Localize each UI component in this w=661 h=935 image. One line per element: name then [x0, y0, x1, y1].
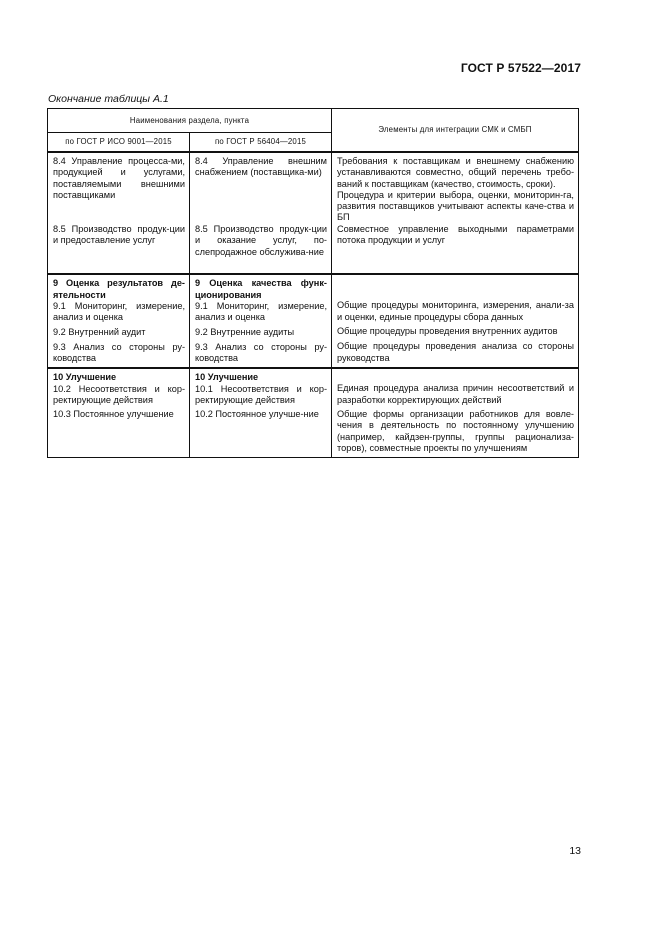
text-item: 8.4 Управление внешним снабжением (поставщика-ми)	[195, 156, 327, 178]
header-iso-9001: по ГОСТ Р ИСО 9001—2015	[48, 133, 190, 153]
text-item: 10.2 Несоответствия и кор-ректирующие действия	[53, 383, 185, 406]
text-item: 10.1 Несоответствия и кор-ректирующие действия	[195, 383, 327, 406]
text-item: Совместное управление выходными параметрами потока продукции и услуг	[337, 223, 574, 246]
text-item: Общие процедуры мониторинга, измерения, анали-за и оценки, единые процедуры сбора данных	[337, 300, 574, 322]
text-item: 10.3 Постоянное улучшение	[53, 409, 174, 420]
document-code: ГОСТ Р 57522—2017	[460, 61, 581, 75]
text-item: Требования к поставщикам и внешнему снабжению устанавливаются совместно, общий перечень требо-ваний к поставщикам (качество, стоимость, сроки).	[337, 156, 574, 189]
table-row-section-8	[48, 152, 579, 274]
cell-iso-section-8	[48, 152, 190, 274]
text-item: 9.1 Мониторинг, измерение, анализ и оценка	[53, 300, 185, 323]
section-title: 10 Улучшение	[53, 372, 117, 383]
table-caption: Окончание таблицы А.1	[48, 93, 169, 105]
section-title: 10 Улучшение	[195, 372, 259, 383]
text-item: Общие процедуры проведения внутренних аудитов	[337, 325, 558, 336]
text-item: 8.5 Производство продук-ции и оказание услуг, по-слепродажное обслужива-ние	[195, 224, 327, 257]
text-item: 9.2 Внутренний аудит	[53, 326, 146, 337]
cell-iso-section-10	[48, 368, 190, 457]
cell-elements-section-10	[332, 368, 579, 457]
cell-elements-section-8	[332, 152, 579, 274]
section-title: 9 Оценка результатов де-ятельности	[53, 278, 185, 300]
integration-table	[47, 108, 579, 458]
text-item: 10.2 Постоянное улучше-ние	[195, 409, 319, 420]
table-row-section-10	[48, 368, 579, 457]
cell-gost-section-8	[190, 152, 332, 274]
cell-gost-section-9	[190, 274, 332, 368]
cell-elements-section-9	[332, 274, 579, 368]
page-number: 13	[569, 845, 581, 857]
text-item: 9.2 Внутренние аудиты	[195, 326, 295, 337]
text-item: 8.5 Производство продук-ции и предоставление услуг	[53, 224, 185, 246]
text-item: 9.1 Мониторинг, измерение, анализ и оценка	[195, 300, 327, 323]
text-item: 9.3 Анализ со стороны ру-ководства	[53, 341, 185, 364]
table-row-section-9	[48, 274, 579, 368]
cell-gost-section-10	[190, 368, 332, 457]
section-title: 9 Оценка качества функ-ционирования	[195, 278, 327, 300]
text-item: Единая процедура анализа причин несоответствий и разработки корректирующих действий	[337, 383, 574, 405]
header-section-names: Наименования раздела, пункта	[48, 109, 332, 133]
text-item: 8.4 Управление процесса-ми, продукцией и услугами, поставляемыми внешними поставщиками	[53, 156, 185, 200]
header-gost-56404: по ГОСТ Р 56404—2015	[190, 133, 332, 153]
text-item: 9.3 Анализ со стороны ру-ководства	[195, 341, 327, 364]
text-item: Общие формы организации работников для вовле-чения в деятельность по постоянному улучшению (например, кайдзен-группы, группы рационализа-торов), совместные проекты по улучшениям	[337, 409, 574, 453]
header-integration-elements: Элементы для интеграции СМК и СМБП	[332, 109, 579, 153]
text-item: Процедура и критерии выбора, оценки, мониторин-га, развития поставщиков учитывают аспекты каче-ства и БП	[337, 189, 574, 223]
text-item: Общие процедуры проведения анализа со стороны руководства	[337, 341, 574, 363]
cell-iso-section-9	[48, 274, 190, 368]
